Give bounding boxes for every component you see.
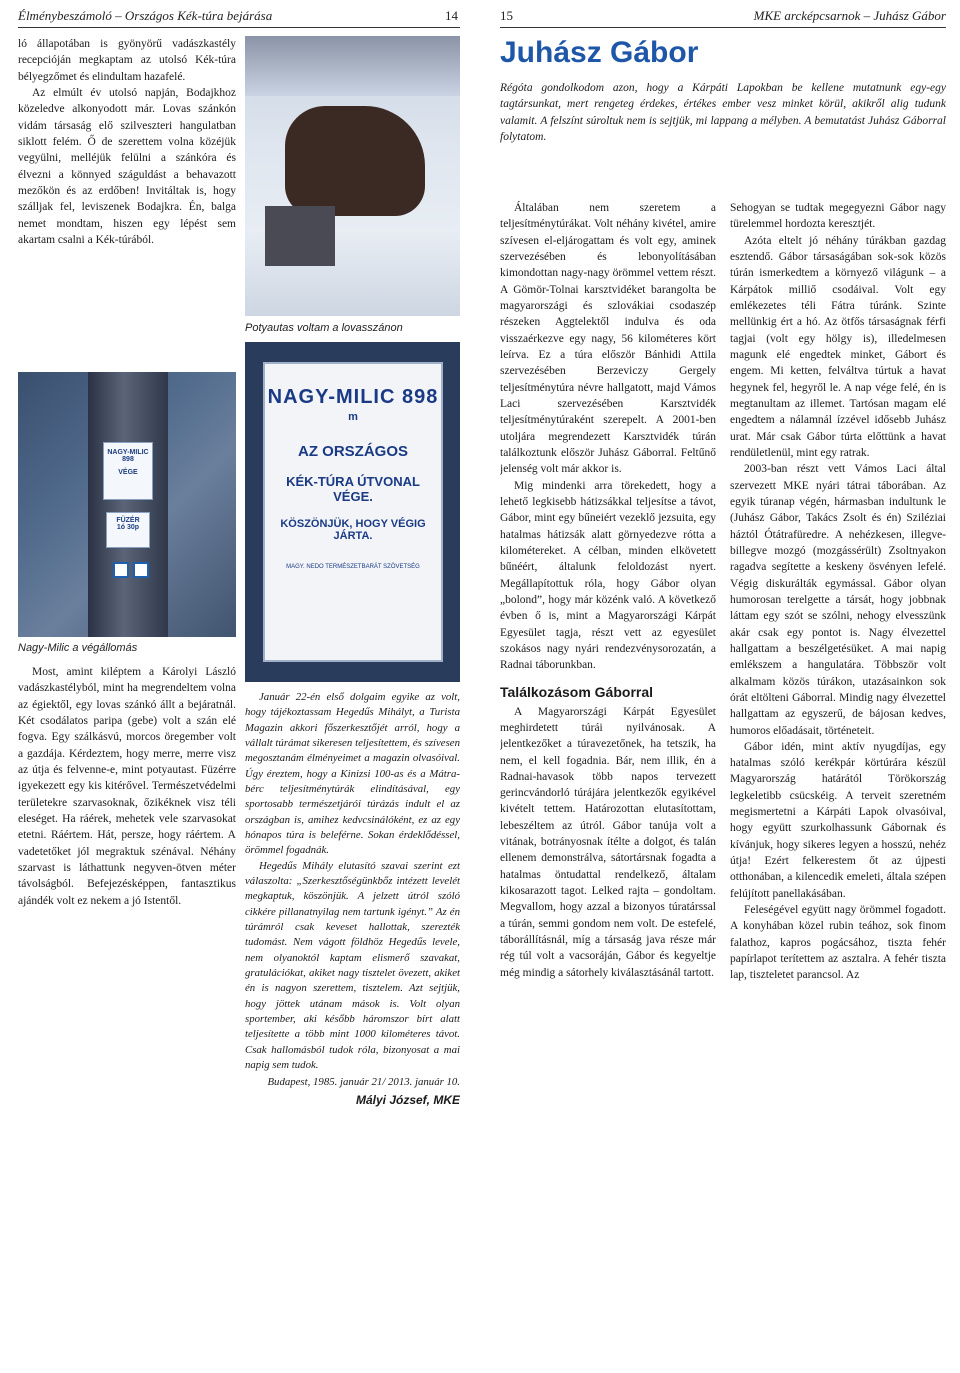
end-sign-line3: KÉK-TÚRA ÚTVONAL VÉGE. (286, 474, 420, 504)
end-sign-unit: m (348, 411, 358, 423)
end-sign-line4: KÖSZÖNJÜK, HOGY VÉGIG JÁRTA. (280, 518, 426, 542)
section-subheading: Találkozásom Gáborral (500, 683, 654, 700)
right-paragraph-4: Sehogyan se tudtak megegyezni Gábor nagy türelemmel hordozta keresztjét. (730, 202, 946, 231)
left-text-column (18, 36, 236, 366)
blue-trail-mark-icon (133, 562, 149, 578)
article-title: Juhász Gábor (500, 36, 699, 69)
right-paragraph-7: Gábor idén, mint aktív nyugdíjas, egy hatalmas szóló kerékpár körtúrára készül Magyarország határától Törökország legkeletibb csücskéig. A terveit szeretném megismertetni a Kárpáti Lapok olvasóival, hogy együtt szurkolhassunk Gábornak és kívánjuk, hogy sikeres legyen a hosszú, nehéz útja! Ezért felkerestem őt az újpesti otthonában, a kilencedik emeleti, általa szépen felújított panellakásában. (730, 740, 946, 900)
right-paragraph-1: Általában nem szeretem a teljesítménytúrákat. Volt néhány kivétel, amire szívesen el-eljárogattam és volt egy, aminek szervezésében és lebonyolításában kimondottan nagy-nagy örömmel vettem részt. A Gömör-Tolnai karsztvidéket barangolta be magyarországi és szlovákiai csodaszép részeken Aggtelektől indulva és oda visszaérkezve egy nagy, 56 kilométeres kört leírva. Ez a túra először Bánhidi Attila szervezésében Berzeviczy Gergely teljesítménytúra névre hallgatott, majd Vámos Laci szervezésében Karsztvidék teljesítménytúraként szerepelt. A 2001-ben utoljára megrendezett Karsztvidék túrán találkoztunk először Juhász Gáborral. Feltűnő jelenség volt már akkor is. (500, 202, 716, 476)
quote-paragraph-1: Január 22-én első dolgaim egyike az volt, hogy tájékoztassam Hegedűs Mihályt, a Turista Magazin akkori főszerkesztőjét arról, hogy a vállalt túrámat sikeresen teljesítettem, és szívesen megosztanám élményeimet a magazin olvasóival. Úgy éreztem, hogy a Kinizsi 100-as és a Mátra-bérc teljesítménytúrák elindításával, egy sportosabb természetjárói túrázás indult el az országban is, amihez kedvcsinálóként, ez az egy hónapos túra is beleférne. Sokan érdeklődéssel, örömmel fogadnák. (245, 691, 460, 857)
tree-sign-photo (18, 372, 236, 637)
right-paragraph-2: Mig mindenki arra törekedett, hogy a lehető legkisebb hátizsákkal teljesítse a távot, Gábor, mint egy bűneiért vezeklő jezsuita, egy hatalmas hátizsák alatt görnyedezve rótta a kilométereket. A célban, minden elkövetett bűnéért, általunk feloldozást nyert. Megállapítottuk róla, hogy Gábor olyan „bolond”, hogy már közénk való. A következő évben ő is, mint a Magyarországi Kárpát Egyesület tagja, részt vett az egyesület szokásos nagy nyári rendezvénysorozatán, a Radnai táborunkban. (500, 479, 716, 672)
right-paragraph-3: A Magyarországi Kárpát Egyesület meghirdetett túrái nyilvánosak. A jelentkezőket a túravezetőnek, ha tetszik, ha nem, el kell fogadnia. Bár, nem illik, én a Radnai-havasok több napos tervezett gerincvándorló túrájára jelentkezők egyikével kivételt tettem. Határozottan elutasítottam, lebeszéltem az útról. Gábor tanúja volt a vitának, botrányosnak ítélte a dolgot, és talán ellenem demonstrálva, sátortársnak fogadta a hatalmas öntudattal rendelkező, általam kikosarazott tagot. Lelked rajta – gondoltam. Megvallom, hogy azzal a bizonyos túratárssal a túrán, semmi gondom nem volt. De estefelé, táborállításnál, míg a társaság java része már rég túl volt a vacsoráján, Gábor és kegyeltje még mindig a sátorhely kiválasztásánál tartott. (500, 705, 716, 979)
quote-author: Mályi József, MKE (355, 1092, 460, 1107)
tree-sign-milic (103, 442, 153, 500)
tree-trunk (88, 372, 168, 637)
right-paragraph-5: Azóta eltelt jó néhány túrákban gazdag esztendő. Gábor társaságában sok-sok közös túrán ismerkedtem a környező világunk – a Kárpátok milliő csodáival. Volt egy emlékezetes téli Fátra túránk. Szinte mellünkig ért a hó. Az ötfős társaságnak férfi tagjai (volt egy hölgy is), illedelmesen magunk elé engedtek minket, Gábort és engem. Mi ketten, felváltva túrtuk a havat hegynek fel, hegyről le. A nap vége felé, én is megtanultam az illemet. Tartósan magam elé engedtem a nálamnál ízzével idősebb Juhász urat. Már csak Gábor túrta előttünk a havat rendületlenül, mint egy ratrak. (730, 234, 946, 459)
tree-sign-fuzer-detail: 1ó 30p (116, 524, 140, 531)
end-sign-small: MAGY. NEDO TERMÉSZETBARÁT SZÖVETSÉG (286, 564, 420, 570)
tree-sign-sub: VÉGE (118, 469, 138, 476)
end-sign-photo (245, 342, 460, 682)
right-paragraph-6: 2003-ban részt vett Vámos Laci által szervezett MKE nyári tátrai táborában. Az egyik túranap végén, hármasban indultunk le (Juhász Gábor, Takács Zsolt és én) Sziléziai háztól Ótátrafüredre. A nehézkesen, illegve-billegve mozgó (mozgássérült) Zsoltnyakon ragadva segítette a keskeny ösvényen lefelé. Végig diskurálták egymással. Gábor olyan humorosan terelgette a társát, hogy jobbnak láttam egy szót se szólni, nehogy elvesszünk akár csak egy pontot is. Nagy élvezettel hallgattam a beszélgetésüket. A mai napig emlékszem a hangulatára. Többször volt alkalmam közös túrákon, utazásainkon sok órát eltölteni Gáborral. Mindig nagy élvezettel hallgattam az egyszerű, de bájosan kedves, humoros előadásait, történeteit. (730, 463, 946, 737)
quote-paragraph-2: Hegedűs Mihály elutasító szavai szerint ezt válaszolta: „Szerkesztőségünkbőz intézett levelét megkaptuk, köszönjük. A jelzett útról szóló cikkére pillanatnyilag nem tartunk igényt.” Az én túrámról csak keveset hallottak, szerezték tudomást. Nem vágott földhöz Hegedűs levele, nem olyanoktól kaptam elismerő szavakat, gratulációkat, akiket nagy tisztelet övezett, akiket én is nagyon szerettem, tisztelem. Azt sejtjük, hogy jöttek utánam mások is. Volt olyan sportember, aki később háromszor bírt alatt teljesítette a több mint 1000 kilométeres távot. Csak hallomásból tudok róla, bizonyosat a mai napig sem tudok. (245, 859, 460, 1071)
end-sign-line2: AZ ORSZÁGOS (297, 443, 408, 460)
left-header-title: Élménybeszámoló – Országos Kék-túra bejárása (18, 8, 273, 23)
article-intro: Régóta gondolkodom azon, hogy a Kárpáti Lapokban be kellene mutatnunk egy-egy tagtársunkat, mert rengeteg érdekes, értékes ember vesz minket körül, akikről alig tudunk valamit. A felszínt súroltuk nem is sejtjük, mi lappang a mélyben. A bemutatást Juhász Gáborral folytatom. (500, 82, 946, 143)
blue-trail-mark-icon (113, 562, 129, 578)
tree-sign-fuzer-label: FÜZÉR (116, 517, 140, 524)
right-page-number: 15 (500, 8, 513, 23)
sled-shape (265, 206, 335, 266)
right-header-rule (500, 27, 946, 28)
horse-sled-photo (245, 36, 460, 316)
quote-date: Budapest, 1985. január 21/ 2013. január 10. (267, 1076, 460, 1089)
right-title-block (500, 36, 946, 196)
left-text-column-2 (18, 664, 236, 1044)
left-quote-block (245, 690, 460, 1340)
right-text-column-1 (500, 200, 716, 1360)
tree-sign-title: NAGY-MILIC 898 (107, 449, 149, 463)
left-paragraph-1: ló állapotában is gyönyörű vadászkastély recepcióján megkaptam az utolsó Kék-túra bélyegzőmet és elindultam hazafelé. (18, 38, 236, 83)
tree-sign-fuzer (106, 512, 150, 548)
left-page-number: 14 (445, 8, 458, 23)
left-paragraph-3: Most, amint kiléptem a Károlyi László vadászkastélyból, mint ha megrendeltem volna az égiektől, egy lovas szánkó állt a bejáratnál. Két csodálatos paripa (gebe) volt a szán elé fogva. Egy szálkásvú, morcos öregember volt a gazdája. Kérdeztem, hogy merre, merre visz az útja és felvenne-e, mint potyautast. Füzérre igyekezett egy kis kitérővel. Természetvédelmi területekre szarvasoknak, őzikéknek visz téli eleséget. Ha ráérek, mehetek vele szarvasokat etetni. Ráértem. Hát, persze, hogy ráértem. A vadetetőket jól megraktuk szénával. Néhány szarvast is láthattunk negyven-ötven méter távolságból. Befejezésképpen, fantasztikus ajándék volt ez nekem a jó Istentől. (18, 666, 236, 907)
right-text-column-2 (730, 200, 946, 1360)
caption-horses: Potyautas voltam a lovasszánon (245, 322, 403, 334)
horse-shape (285, 106, 425, 216)
trees-background (245, 36, 460, 96)
end-sign-title: NAGY-MILIC 898 (267, 386, 439, 408)
left-header-rule (18, 27, 460, 28)
right-paragraph-8: Feleségével együtt nagy örömmel fogadott. A konyhában közel rubin teához, sok finom falathoz, kapros pogácsához, tiszta fehér papírlapot terítettem az asztalra. A fehér tiszta lap, tiszteletet parancsol. Az (730, 904, 946, 982)
end-sign-board (263, 362, 443, 662)
caption-tree-sign: Nagy-Milic a végállomás (18, 642, 138, 654)
right-header-title: MKE arcképcsarnok – Juhász Gábor (753, 8, 946, 23)
left-paragraph-2: Az elmúlt év utolsó napján, Bodajkhoz közeledve alkonyodott már. Lovas szánkón vidám társaság elő szilveszteri hangulatban siklott felém. Ő de szerettem volna közéjük vegyülni, melléjük felülni a szánkóra és élvezni a könnyed száguldást a behavazott mezőkön és az erdőben! Invitáltak is, hogy szálljak fel, leviszenek Bodajkra. Én, balga nemet mondtam, hiszen egy lépést sem akartam csalni a Kék-túrából. (18, 86, 236, 246)
